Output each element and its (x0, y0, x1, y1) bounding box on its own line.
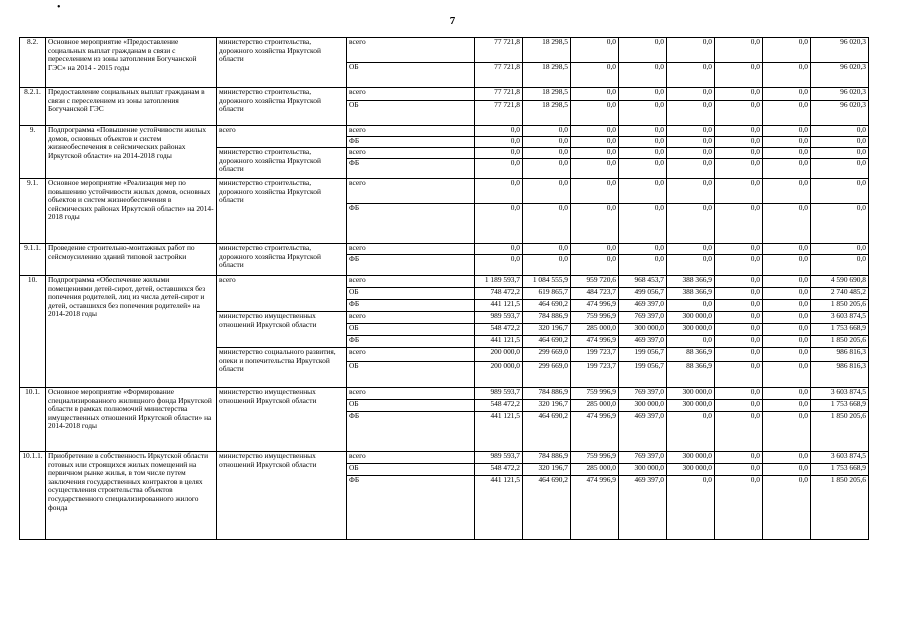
table-row (20, 244, 869, 255)
funding-source: всего (347, 179, 475, 204)
funding-source: ОБ (347, 362, 475, 388)
value-total: 0,0 (811, 159, 869, 179)
value-year: 469 397,0 (619, 476, 667, 540)
value-year: 441 121,5 (475, 300, 523, 312)
value-year: 484 723,7 (571, 288, 619, 300)
value-year: 619 865,7 (523, 288, 571, 300)
value-year: 0,0 (763, 88, 811, 101)
funding-source: ФБ (347, 300, 475, 312)
value-year: 0,0 (763, 362, 811, 388)
item-name: Подпрограмма «Обеспечение жилыми помещениями детей-сирот, детей, оставшихся без попечения родителей, лиц из числа детей-сирот и детей, оставшихся без попечения родителей» на 2014-2018 годы (46, 276, 217, 388)
table-row (20, 388, 869, 400)
table-row (20, 88, 869, 101)
value-year: 0,0 (475, 159, 523, 179)
funding-source: ФБ (347, 412, 475, 452)
value-year: 285 000,0 (571, 400, 619, 412)
value-total: 1 850 205,6 (811, 300, 869, 312)
responsible-executor: министерство строительства, дорожного хозяйства Иркутской области (217, 244, 347, 276)
value-year: 0,0 (571, 204, 619, 244)
funding-source: всего (347, 388, 475, 400)
value-year: 548 472,2 (475, 324, 523, 336)
value-year: 0,0 (571, 126, 619, 137)
value-year: 18 298,5 (523, 88, 571, 101)
item-name: Подпрограмма «Повышение устойчивости жилых домов, основных объектов и систем жизнеобеспечения в сейсмических районах Иркутской области» на 2014-2018 годы (46, 126, 217, 179)
value-year: 77 721,8 (475, 38, 523, 63)
value-year: 0,0 (571, 179, 619, 204)
funding-source: ОБ (347, 324, 475, 336)
value-year: 464 690,2 (523, 336, 571, 348)
value-year: 464 690,2 (523, 412, 571, 452)
responsible-executor: министерство строительства, дорожного хозяйства Иркутской области (217, 148, 347, 179)
item-name: Основное мероприятие «Предоставление социальных выплат гражданам в связи с переселением из зоны затопления Богучанской ГЭС» на 2014 - 2015 годы (46, 38, 217, 88)
funding-source: ОБ (347, 101, 475, 126)
value-total: 96 020,3 (811, 101, 869, 126)
value-year: 0,0 (619, 255, 667, 276)
value-year: 0,0 (571, 244, 619, 255)
value-year: 300 000,0 (619, 324, 667, 336)
responsible-executor: министерство строительства, дорожного хозяйства Иркутской области (217, 38, 347, 88)
value-year: 0,0 (667, 137, 715, 148)
value-year: 0,0 (475, 255, 523, 276)
item-number: 8.2. (20, 38, 46, 88)
table-row (20, 452, 869, 464)
funding-source: всего (347, 312, 475, 324)
value-year: 0,0 (523, 244, 571, 255)
value-year: 0,0 (715, 348, 763, 362)
value-year: 759 996,9 (571, 388, 619, 400)
value-year: 199 056,7 (619, 362, 667, 388)
value-year: 0,0 (475, 137, 523, 148)
value-year: 0,0 (475, 126, 523, 137)
value-year: 0,0 (763, 255, 811, 276)
value-year: 0,0 (523, 159, 571, 179)
funding-source: ФБ (347, 476, 475, 540)
value-year: 0,0 (667, 159, 715, 179)
value-year: 0,0 (571, 88, 619, 101)
value-year: 1 189 593,7 (475, 276, 523, 288)
responsible-executor: министерство имущественных отношений Иркутской области (217, 312, 347, 348)
funding-source: ОБ (347, 288, 475, 300)
value-year: 0,0 (667, 88, 715, 101)
value-year: 0,0 (715, 88, 763, 101)
value-year: 300 000,0 (667, 464, 715, 476)
value-year: 784 886,9 (523, 312, 571, 324)
value-year: 784 886,9 (523, 388, 571, 400)
value-total: 0,0 (811, 204, 869, 244)
value-year: 0,0 (715, 137, 763, 148)
value-year: 0,0 (715, 204, 763, 244)
value-year: 0,0 (715, 324, 763, 336)
item-name: Предоставление социальных выплат гражданам в связи с переселением из зоны затопления Богучанской ГЭС (46, 88, 217, 126)
value-year: 200 000,0 (475, 362, 523, 388)
value-year: 0,0 (763, 38, 811, 63)
value-year: 0,0 (667, 148, 715, 159)
value-year: 0,0 (715, 312, 763, 324)
value-year: 199 723,7 (571, 348, 619, 362)
value-year: 0,0 (571, 38, 619, 63)
value-year: 300 000,0 (667, 312, 715, 324)
value-year: 0,0 (763, 137, 811, 148)
value-year: 0,0 (715, 244, 763, 255)
value-year: 0,0 (763, 476, 811, 540)
value-year: 0,0 (571, 159, 619, 179)
value-year: 0,0 (715, 452, 763, 464)
responsible-executor: министерство строительства, дорожного хозяйства Иркутской области (217, 179, 347, 244)
value-total: 4 590 690,8 (811, 276, 869, 288)
funding-source: всего (347, 452, 475, 464)
scan-mark: • (57, 2, 61, 13)
value-year: 748 472,2 (475, 288, 523, 300)
value-year: 88 366,9 (667, 348, 715, 362)
value-year: 0,0 (571, 148, 619, 159)
item-name: Основное мероприятие «Формирование специализированного жилищного фонда Иркутской области в рамках полномочий министерства имущественных отношений Иркутской области» на 2014-2018 годы (46, 388, 217, 452)
value-year: 0,0 (667, 101, 715, 126)
table-row (20, 38, 869, 63)
value-year: 0,0 (715, 336, 763, 348)
value-year: 0,0 (715, 300, 763, 312)
value-year: 0,0 (715, 159, 763, 179)
value-year: 0,0 (763, 179, 811, 204)
value-year: 0,0 (475, 179, 523, 204)
value-total: 3 603 874,5 (811, 388, 869, 400)
responsible-executor: министерство строительства, дорожного хозяйства Иркутской области (217, 88, 347, 126)
value-year: 200 000,0 (475, 348, 523, 362)
value-year: 0,0 (475, 244, 523, 255)
value-year: 388 366,9 (667, 288, 715, 300)
item-number: 8.2.1. (20, 88, 46, 126)
value-year: 769 397,0 (619, 388, 667, 400)
value-year: 469 397,0 (619, 412, 667, 452)
value-year: 199 723,7 (571, 362, 619, 388)
value-year: 0,0 (763, 204, 811, 244)
funding-source: ОБ (347, 464, 475, 476)
value-year: 1 084 555,9 (523, 276, 571, 288)
funding-source: всего (347, 244, 475, 255)
value-year: 77 721,8 (475, 63, 523, 88)
value-year: 18 298,5 (523, 38, 571, 63)
value-year: 18 298,5 (523, 101, 571, 126)
funding-source: ОБ (347, 63, 475, 88)
funding-source: всего (347, 38, 475, 63)
item-number: 9.1.1. (20, 244, 46, 276)
value-year: 959 720,6 (571, 276, 619, 288)
value-year: 300 000,0 (619, 400, 667, 412)
value-year: 0,0 (667, 412, 715, 452)
value-year: 0,0 (619, 38, 667, 63)
responsible-executor: всего (217, 126, 347, 148)
value-total: 0,0 (811, 148, 869, 159)
value-year: 0,0 (763, 388, 811, 400)
value-year: 300 000,0 (667, 400, 715, 412)
value-year: 300 000,0 (667, 452, 715, 464)
value-year: 499 056,7 (619, 288, 667, 300)
value-year: 0,0 (667, 63, 715, 88)
value-year: 0,0 (571, 137, 619, 148)
value-total: 96 020,3 (811, 63, 869, 88)
value-year: 0,0 (763, 63, 811, 88)
value-year: 0,0 (763, 412, 811, 452)
table-row (20, 276, 869, 288)
value-year: 989 593,7 (475, 388, 523, 400)
item-number: 9. (20, 126, 46, 179)
value-year: 0,0 (763, 276, 811, 288)
item-number: 10.1.1. (20, 452, 46, 540)
value-year: 0,0 (667, 126, 715, 137)
value-year: 0,0 (523, 137, 571, 148)
item-name: Приобретение в собственность Иркутской области готовых или строящихся жилых помещений на первичном рынке жилья, в том числе путем заключения государственных контрактов в целях осуществления строительства объектов государственного специализированного жилого фонда (46, 452, 217, 540)
value-year: 0,0 (475, 204, 523, 244)
value-year: 989 593,7 (475, 312, 523, 324)
funding-source: ФБ (347, 336, 475, 348)
value-year: 0,0 (763, 126, 811, 137)
value-year: 759 996,9 (571, 312, 619, 324)
value-year: 199 056,7 (619, 348, 667, 362)
value-year: 0,0 (619, 88, 667, 101)
value-total: 3 603 874,5 (811, 452, 869, 464)
value-total: 986 816,3 (811, 348, 869, 362)
value-year: 0,0 (763, 159, 811, 179)
value-year: 0,0 (763, 400, 811, 412)
value-year: 0,0 (667, 255, 715, 276)
table-row (20, 126, 869, 137)
funding-source: ФБ (347, 204, 475, 244)
value-total: 1 753 668,9 (811, 400, 869, 412)
value-year: 0,0 (763, 312, 811, 324)
value-year: 0,0 (667, 244, 715, 255)
responsible-executor: министерство социального развития, опеки и попечительства Иркутской области (217, 348, 347, 388)
value-year: 0,0 (523, 255, 571, 276)
value-year: 0,0 (619, 159, 667, 179)
value-year: 0,0 (619, 179, 667, 204)
value-year: 769 397,0 (619, 312, 667, 324)
value-year: 0,0 (715, 288, 763, 300)
value-total: 0,0 (811, 126, 869, 137)
value-year: 0,0 (667, 204, 715, 244)
value-total: 0,0 (811, 137, 869, 148)
value-year: 0,0 (763, 300, 811, 312)
value-year: 0,0 (763, 464, 811, 476)
value-total: 1 753 668,9 (811, 324, 869, 336)
value-year: 0,0 (763, 101, 811, 126)
funding-source: всего (347, 276, 475, 288)
value-year: 285 000,0 (571, 324, 619, 336)
value-total: 0,0 (811, 179, 869, 204)
value-year: 0,0 (619, 101, 667, 126)
table-row (20, 179, 869, 204)
value-year: 0,0 (619, 137, 667, 148)
item-name: Проведение строительно-монтажных работ по сейсмоусилению зданий типовой застройки (46, 244, 217, 276)
value-year: 759 996,9 (571, 452, 619, 464)
value-year: 784 886,9 (523, 452, 571, 464)
value-year: 469 397,0 (619, 300, 667, 312)
funding-source: всего (347, 348, 475, 362)
funding-source: ФБ (347, 159, 475, 179)
value-year: 0,0 (523, 179, 571, 204)
funding-source: всего (347, 88, 475, 101)
value-year: 0,0 (715, 400, 763, 412)
item-name: Основное мероприятие «Реализация мер по повышению устойчивости жилых домов, основных объектов и систем жизнеобеспечения в сейсмических районах Иркутской области» на 2014-2018 годы (46, 179, 217, 244)
value-year: 0,0 (715, 464, 763, 476)
value-year: 0,0 (763, 348, 811, 362)
value-year: 77 721,8 (475, 88, 523, 101)
value-year: 299 669,0 (523, 362, 571, 388)
value-year: 320 196,7 (523, 400, 571, 412)
responsible-executor: министерство имущественных отношений Иркутской области (217, 452, 347, 540)
value-total: 1 850 205,6 (811, 336, 869, 348)
value-year: 0,0 (715, 179, 763, 204)
value-year: 548 472,2 (475, 464, 523, 476)
value-year: 0,0 (763, 244, 811, 255)
value-year: 0,0 (475, 148, 523, 159)
value-total: 96 020,3 (811, 88, 869, 101)
value-year: 0,0 (715, 412, 763, 452)
value-year: 0,0 (715, 388, 763, 400)
value-year: 300 000,0 (667, 388, 715, 400)
value-year: 0,0 (715, 476, 763, 540)
value-year: 0,0 (763, 148, 811, 159)
value-year: 0,0 (715, 255, 763, 276)
value-year: 299 669,0 (523, 348, 571, 362)
value-year: 0,0 (523, 126, 571, 137)
value-year: 769 397,0 (619, 452, 667, 464)
value-year: 0,0 (667, 336, 715, 348)
value-year: 0,0 (571, 101, 619, 126)
value-year: 989 593,7 (475, 452, 523, 464)
value-year: 0,0 (619, 63, 667, 88)
funding-source: ФБ (347, 137, 475, 148)
value-year: 0,0 (715, 362, 763, 388)
value-total: 0,0 (811, 244, 869, 255)
value-year: 285 000,0 (571, 464, 619, 476)
value-year: 0,0 (523, 148, 571, 159)
value-year: 0,0 (715, 101, 763, 126)
value-year: 77 721,8 (475, 101, 523, 126)
value-year: 464 690,2 (523, 476, 571, 540)
value-year: 474 996,9 (571, 336, 619, 348)
responsible-executor: всего (217, 276, 347, 312)
value-year: 0,0 (619, 148, 667, 159)
value-year: 474 996,9 (571, 412, 619, 452)
value-year: 88 366,9 (667, 362, 715, 388)
value-year: 0,0 (667, 38, 715, 63)
value-total: 96 020,3 (811, 38, 869, 63)
item-number: 10.1. (20, 388, 46, 452)
value-year: 0,0 (667, 179, 715, 204)
item-number: 10. (20, 276, 46, 388)
value-year: 0,0 (619, 244, 667, 255)
value-total: 3 603 874,5 (811, 312, 869, 324)
value-year: 0,0 (715, 63, 763, 88)
value-total: 0,0 (811, 255, 869, 276)
value-year: 0,0 (571, 63, 619, 88)
value-year: 0,0 (715, 148, 763, 159)
value-year: 474 996,9 (571, 300, 619, 312)
value-year: 388 366,9 (667, 276, 715, 288)
value-year: 0,0 (571, 255, 619, 276)
value-total: 1 850 205,6 (811, 412, 869, 452)
funding-source: ОБ (347, 400, 475, 412)
value-year: 0,0 (715, 38, 763, 63)
value-year: 0,0 (667, 476, 715, 540)
funding-source: всего (347, 148, 475, 159)
value-total: 2 740 485,2 (811, 288, 869, 300)
value-year: 968 453,7 (619, 276, 667, 288)
value-year: 0,0 (763, 288, 811, 300)
value-total: 986 816,3 (811, 362, 869, 388)
value-year: 469 397,0 (619, 336, 667, 348)
value-total: 1 753 668,9 (811, 464, 869, 476)
value-total: 1 850 205,6 (811, 476, 869, 540)
value-year: 0,0 (523, 204, 571, 244)
value-year: 441 121,5 (475, 336, 523, 348)
value-year: 0,0 (763, 324, 811, 336)
value-year: 0,0 (715, 276, 763, 288)
value-year: 0,0 (619, 126, 667, 137)
value-year: 0,0 (763, 336, 811, 348)
value-year: 441 121,5 (475, 476, 523, 540)
value-year: 464 690,2 (523, 300, 571, 312)
value-year: 300 000,0 (667, 324, 715, 336)
value-year: 18 298,5 (523, 63, 571, 88)
item-number: 9.1. (20, 179, 46, 244)
responsible-executor: министерство имущественных отношений Иркутской области (217, 388, 347, 452)
funding-source: всего (347, 126, 475, 137)
value-year: 0,0 (715, 126, 763, 137)
page-number: 7 (449, 15, 456, 27)
budget-table (19, 37, 869, 540)
value-year: 441 121,5 (475, 412, 523, 452)
value-year: 0,0 (619, 204, 667, 244)
value-year: 548 472,2 (475, 400, 523, 412)
value-year: 320 196,7 (523, 464, 571, 476)
value-year: 0,0 (763, 452, 811, 464)
funding-source: ФБ (347, 255, 475, 276)
value-year: 0,0 (667, 300, 715, 312)
value-year: 474 996,9 (571, 476, 619, 540)
value-year: 320 196,7 (523, 324, 571, 336)
value-year: 300 000,0 (619, 464, 667, 476)
